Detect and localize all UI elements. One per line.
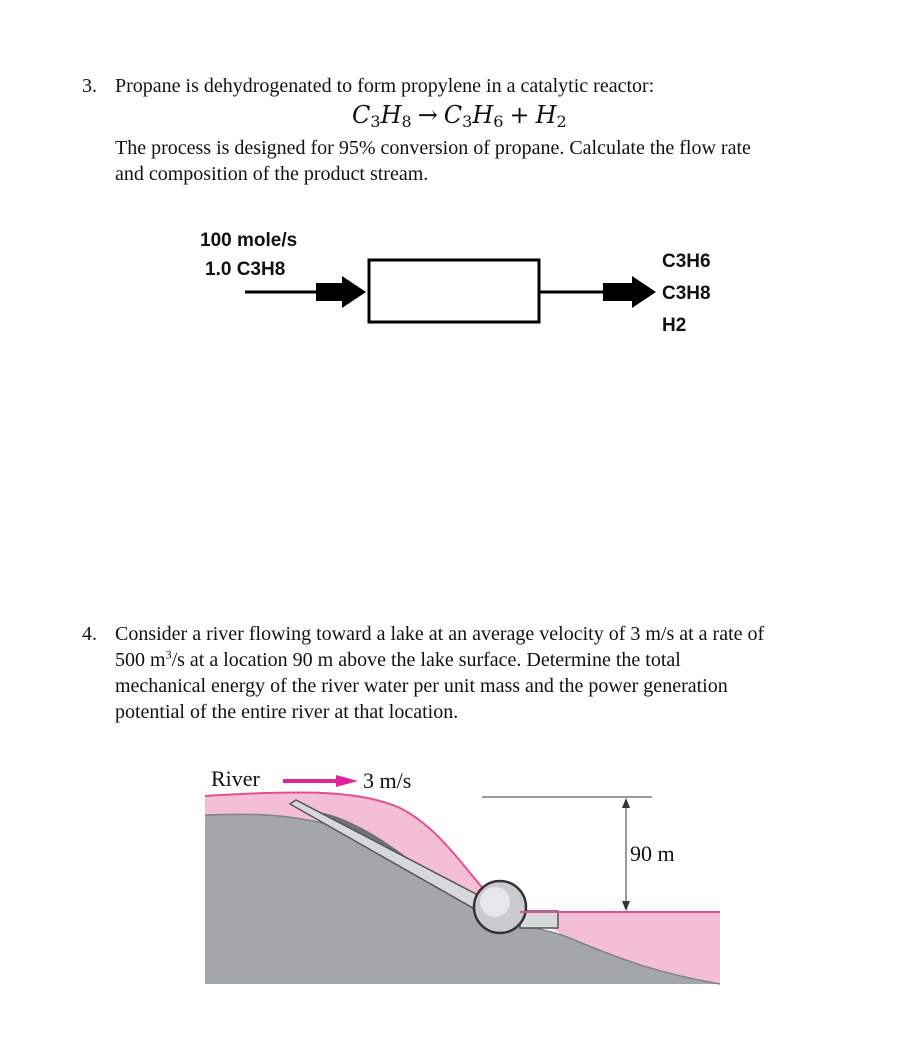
outlet-component-c3h8: C3H8 [662, 283, 711, 304]
product-hydrogen: $H_2$ [535, 101, 567, 131]
problem-3-body-line-2: and composition of the product stream. [115, 163, 429, 185]
problem-4-line-3: mechanical energy of the river water per unit mass and the power generation [115, 675, 728, 697]
problem-3-intro-text: Propane is dehydrogenated to form propylene in a catalytic reactor: [115, 75, 655, 97]
reaction-arrow: → [417, 101, 438, 129]
outlet-component-c3h6: C3H6 [662, 251, 711, 272]
problem-3-number: 3. [82, 75, 97, 97]
river-label: River [211, 766, 260, 791]
reactant-propane: $C_3H_8$ [352, 101, 412, 131]
height-arrow-top-icon [622, 798, 630, 808]
velocity-label: 3 m/s [363, 768, 412, 793]
height-label: 90 m [630, 841, 675, 866]
problem-3-body-line-1: The process is designed for 95% conversion of propane. Calculate the flow rate [115, 137, 751, 159]
problem-4-line-1: Consider a river flowing toward a lake at an average velocity of 3 m/s at a rate of [115, 623, 765, 645]
problem-4-line-2: 500 $m^3/s$ at a location 90 m above the lake surface. Determine the total [115, 647, 681, 671]
problem-4-line-4: potential of the entire river at that location. [115, 701, 459, 723]
feed-composition-label: 1.0 C3H8 [205, 259, 286, 280]
feed-rate-label: 100 mole/s [200, 230, 298, 251]
outlet-component-h2: H2 [662, 315, 687, 336]
product-propylene: $C_3H_6$ [443, 101, 504, 131]
velocity-arrow-icon [336, 775, 358, 787]
problem-4-number: 4. [82, 623, 97, 645]
height-arrow-bottom-icon [622, 901, 630, 911]
turbine-highlight [480, 887, 510, 917]
plus-sign: + [509, 101, 530, 129]
